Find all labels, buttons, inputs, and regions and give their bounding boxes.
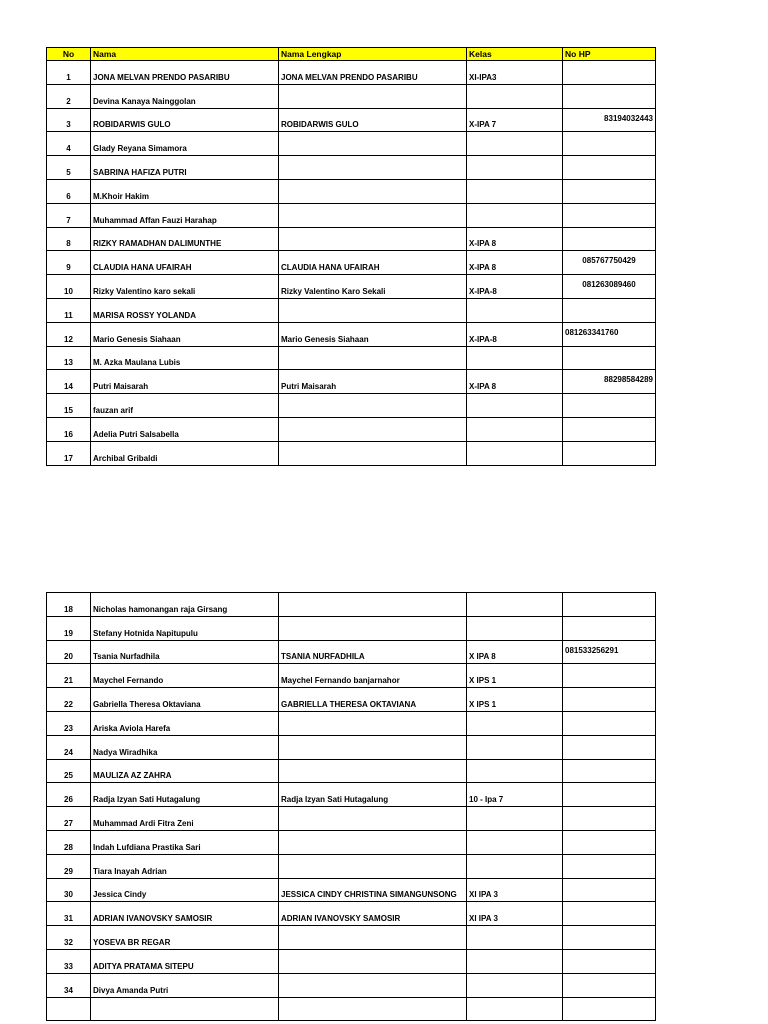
cell-nama-lengkap: ADRIAN IVANOVSKY SAMOSIR [279, 902, 467, 926]
cell-nama-lengkap: CLAUDIA HANA UFAIRAH [279, 251, 467, 275]
table-row [47, 394, 656, 418]
cell-kelas [467, 830, 563, 854]
header-nama: Nama [91, 48, 279, 61]
cell-no-hp [563, 878, 656, 902]
cell-kelas [467, 84, 563, 108]
table-row [47, 441, 656, 465]
cell-no-hp [563, 688, 656, 712]
cell-kelas [467, 926, 563, 950]
table-row [47, 926, 656, 950]
table-row [47, 108, 656, 132]
header-no: No [47, 48, 91, 61]
table-row [47, 997, 656, 1021]
cell-nama-lengkap [279, 156, 467, 180]
cell-nama-lengkap [279, 417, 467, 441]
cell-nama-lengkap: Maychel Fernando banjarnahor [279, 664, 467, 688]
cell-nama: MARISA ROSSY YOLANDA [91, 298, 279, 322]
cell-nama-lengkap: GABRIELLA THERESA OKTAVIANA [279, 688, 467, 712]
cell-no: 13 [47, 346, 91, 370]
cell-kelas [467, 298, 563, 322]
cell-nama-lengkap [279, 926, 467, 950]
table-row [47, 640, 656, 664]
student-table-2 [46, 592, 656, 1021]
cell-kelas: X IPS 1 [467, 664, 563, 688]
cell-no: 1 [47, 61, 91, 85]
cell-no-hp: 88298584289 [563, 370, 656, 394]
cell-kelas: XI IPA 3 [467, 878, 563, 902]
table-row [47, 616, 656, 640]
cell-kelas [467, 593, 563, 617]
cell-no: 20 [47, 640, 91, 664]
cell-nama-lengkap [279, 179, 467, 203]
cell-no-hp [563, 417, 656, 441]
cell-nama: Devina Kanaya Nainggolan [91, 84, 279, 108]
table-row [47, 664, 656, 688]
header-kelas: Kelas [467, 48, 563, 61]
cell-kelas [467, 735, 563, 759]
cell-no-hp [563, 997, 656, 1021]
table-row [47, 759, 656, 783]
cell-nama: Indah Lufdiana Prastika Sari [91, 830, 279, 854]
cell-nama-lengkap [279, 854, 467, 878]
cell-no: 9 [47, 251, 91, 275]
cell-no: 29 [47, 854, 91, 878]
cell-nama-lengkap [279, 441, 467, 465]
cell-kelas [467, 203, 563, 227]
table-row [47, 973, 656, 997]
cell-no-hp [563, 902, 656, 926]
cell-no: 14 [47, 370, 91, 394]
cell-no-hp [563, 759, 656, 783]
cell-no-hp [563, 830, 656, 854]
cell-no-hp: 081533256291 [563, 640, 656, 664]
cell-kelas: X-IPA-8 [467, 322, 563, 346]
cell-nama: M. Azka Maulana Lubis [91, 346, 279, 370]
cell-nama: Muhammad Affan Fauzi Harahap [91, 203, 279, 227]
cell-nama: SABRINA HAFIZA PUTRI [91, 156, 279, 180]
cell-nama: Divya Amanda Putri [91, 973, 279, 997]
cell-nama [91, 997, 279, 1021]
cell-kelas [467, 711, 563, 735]
cell-no-hp [563, 854, 656, 878]
cell-no: 23 [47, 711, 91, 735]
cell-kelas: X IPS 1 [467, 688, 563, 712]
cell-kelas [467, 346, 563, 370]
cell-kelas: X-IPA-8 [467, 275, 563, 299]
cell-no: 4 [47, 132, 91, 156]
cell-no: 5 [47, 156, 91, 180]
cell-no-hp [563, 616, 656, 640]
table-row [47, 854, 656, 878]
cell-nama: Archibal Gribaldi [91, 441, 279, 465]
cell-nama-lengkap: Putri Maisarah [279, 370, 467, 394]
cell-nama-lengkap [279, 759, 467, 783]
cell-no-hp [563, 664, 656, 688]
cell-no-hp [563, 61, 656, 85]
cell-kelas: XI-IPA3 [467, 61, 563, 85]
cell-no: 17 [47, 441, 91, 465]
cell-nama-lengkap [279, 84, 467, 108]
cell-no: 32 [47, 926, 91, 950]
cell-no: 30 [47, 878, 91, 902]
cell-nama: Adelia Putri Salsabella [91, 417, 279, 441]
cell-nama: Stefany Hotnida Napitupulu [91, 616, 279, 640]
cell-nama: M.Khoir Hakim [91, 179, 279, 203]
header-row [47, 48, 656, 61]
cell-kelas: X-IPA 8 [467, 251, 563, 275]
cell-no [47, 997, 91, 1021]
cell-nama: Mario Genesis Siahaan [91, 322, 279, 346]
cell-no: 6 [47, 179, 91, 203]
cell-kelas [467, 156, 563, 180]
cell-kelas [467, 132, 563, 156]
cell-no-hp [563, 298, 656, 322]
cell-no: 28 [47, 830, 91, 854]
cell-nama: Ariska Aviola Harefa [91, 711, 279, 735]
cell-no-hp [563, 156, 656, 180]
cell-no: 18 [47, 593, 91, 617]
cell-no-hp [563, 735, 656, 759]
cell-kelas: X IPA 8 [467, 640, 563, 664]
cell-no-hp: 085767750429 [563, 251, 656, 275]
cell-nama: ADRIAN IVANOVSKY SAMOSIR [91, 902, 279, 926]
cell-nama: RIZKY RAMADHAN DALIMUNTHE [91, 227, 279, 251]
table-row [47, 783, 656, 807]
cell-nama-lengkap [279, 830, 467, 854]
cell-kelas: X-IPA 7 [467, 108, 563, 132]
cell-no-hp [563, 441, 656, 465]
cell-no: 31 [47, 902, 91, 926]
cell-nama-lengkap [279, 997, 467, 1021]
cell-nama-lengkap [279, 298, 467, 322]
cell-no-hp [563, 132, 656, 156]
cell-no: 19 [47, 616, 91, 640]
table-row [47, 203, 656, 227]
student-table-1 [46, 47, 656, 466]
cell-kelas [467, 417, 563, 441]
cell-no: 27 [47, 807, 91, 831]
cell-kelas [467, 441, 563, 465]
cell-nama: MAULIZA AZ ZAHRA [91, 759, 279, 783]
cell-nama-lengkap [279, 203, 467, 227]
cell-no: 26 [47, 783, 91, 807]
cell-no-hp: 081263341760 [563, 322, 656, 346]
cell-nama-lengkap [279, 616, 467, 640]
cell-no: 7 [47, 203, 91, 227]
table-row [47, 830, 656, 854]
cell-no: 15 [47, 394, 91, 418]
table-row [47, 275, 656, 299]
cell-no-hp [563, 973, 656, 997]
header-no-hp: No HP [563, 48, 656, 61]
table-row [47, 346, 656, 370]
cell-nama: fauzan arif [91, 394, 279, 418]
table-row [47, 688, 656, 712]
cell-nama: Nadya Wiradhika [91, 735, 279, 759]
table-row [47, 156, 656, 180]
cell-no: 24 [47, 735, 91, 759]
cell-nama-lengkap [279, 346, 467, 370]
cell-kelas [467, 807, 563, 831]
cell-nama-lengkap: Radja Izyan Sati Hutagalung [279, 783, 467, 807]
cell-nama-lengkap [279, 973, 467, 997]
cell-no: 10 [47, 275, 91, 299]
cell-nama: Muhammad Ardi Fitra Zeni [91, 807, 279, 831]
cell-kelas [467, 854, 563, 878]
cell-kelas [467, 394, 563, 418]
cell-no: 11 [47, 298, 91, 322]
table-row [47, 807, 656, 831]
table-row [47, 417, 656, 441]
cell-nama-lengkap [279, 711, 467, 735]
cell-no: 25 [47, 759, 91, 783]
table-row [47, 132, 656, 156]
table-row [47, 593, 656, 617]
cell-no: 22 [47, 688, 91, 712]
table-row [47, 227, 656, 251]
cell-no: 33 [47, 949, 91, 973]
table-row [47, 878, 656, 902]
table-row [47, 298, 656, 322]
cell-kelas [467, 179, 563, 203]
cell-kelas: X-IPA 8 [467, 370, 563, 394]
cell-no-hp [563, 949, 656, 973]
cell-kelas: 10 - Ipa 7 [467, 783, 563, 807]
cell-nama-lengkap: ROBIDARWIS GULO [279, 108, 467, 132]
cell-nama-lengkap [279, 132, 467, 156]
table-row [47, 179, 656, 203]
cell-no: 34 [47, 973, 91, 997]
table-row [47, 711, 656, 735]
header-nama-lengkap: Nama Lengkap [279, 48, 467, 61]
cell-nama-lengkap [279, 394, 467, 418]
cell-nama: JONA MELVAN PRENDO PASARIBU [91, 61, 279, 85]
table-row [47, 902, 656, 926]
table-row [47, 949, 656, 973]
cell-nama-lengkap [279, 227, 467, 251]
cell-kelas [467, 973, 563, 997]
cell-nama-lengkap [279, 949, 467, 973]
cell-no-hp [563, 394, 656, 418]
cell-nama-lengkap: Mario Genesis Siahaan [279, 322, 467, 346]
cell-no: 8 [47, 227, 91, 251]
cell-no: 3 [47, 108, 91, 132]
cell-kelas [467, 997, 563, 1021]
cell-no-hp: 081263089460 [563, 275, 656, 299]
table-row [47, 84, 656, 108]
cell-nama: Radja Izyan Sati Hutagalung [91, 783, 279, 807]
cell-nama-lengkap [279, 807, 467, 831]
table-row [47, 322, 656, 346]
cell-nama: Tsania Nurfadhila [91, 640, 279, 664]
cell-nama: Putri Maisarah [91, 370, 279, 394]
cell-no-hp: 83194032443 [563, 108, 656, 132]
cell-no-hp [563, 783, 656, 807]
cell-nama-lengkap: JESSICA CINDY CHRISTINA SIMANGUNSONG [279, 878, 467, 902]
cell-nama: Rizky Valentino karo sekali [91, 275, 279, 299]
cell-nama: Maychel Fernando [91, 664, 279, 688]
cell-no-hp [563, 203, 656, 227]
cell-no-hp [563, 227, 656, 251]
cell-nama: CLAUDIA HANA UFAIRAH [91, 251, 279, 275]
cell-nama: Gabriella Theresa Oktaviana [91, 688, 279, 712]
cell-no-hp [563, 346, 656, 370]
cell-no: 16 [47, 417, 91, 441]
table-row [47, 251, 656, 275]
table-row [47, 735, 656, 759]
table-row [47, 370, 656, 394]
cell-nama-lengkap [279, 593, 467, 617]
cell-no-hp [563, 593, 656, 617]
cell-nama-lengkap: Rizky Valentino Karo Sekali [279, 275, 467, 299]
cell-no-hp [563, 84, 656, 108]
cell-kelas [467, 949, 563, 973]
cell-no: 2 [47, 84, 91, 108]
cell-nama: YOSEVA BR REGAR [91, 926, 279, 950]
cell-nama-lengkap: JONA MELVAN PRENDO PASARIBU [279, 61, 467, 85]
cell-nama: ADITYA PRATAMA SITEPU [91, 949, 279, 973]
cell-nama-lengkap: TSANIA NURFADHILA [279, 640, 467, 664]
cell-nama: Jessica Cindy [91, 878, 279, 902]
table-row [47, 61, 656, 85]
cell-no-hp [563, 711, 656, 735]
cell-no-hp [563, 807, 656, 831]
cell-kelas [467, 759, 563, 783]
cell-nama: Glady Reyana Simamora [91, 132, 279, 156]
cell-no-hp [563, 926, 656, 950]
cell-no: 12 [47, 322, 91, 346]
cell-kelas: X-IPA 8 [467, 227, 563, 251]
cell-nama: Tiara Inayah Adrian [91, 854, 279, 878]
cell-kelas [467, 616, 563, 640]
cell-nama-lengkap [279, 735, 467, 759]
cell-nama: ROBIDARWIS GULO [91, 108, 279, 132]
cell-nama: Nicholas hamonangan raja Girsang [91, 593, 279, 617]
cell-no-hp [563, 179, 656, 203]
cell-kelas: XI IPA 3 [467, 902, 563, 926]
cell-no: 21 [47, 664, 91, 688]
